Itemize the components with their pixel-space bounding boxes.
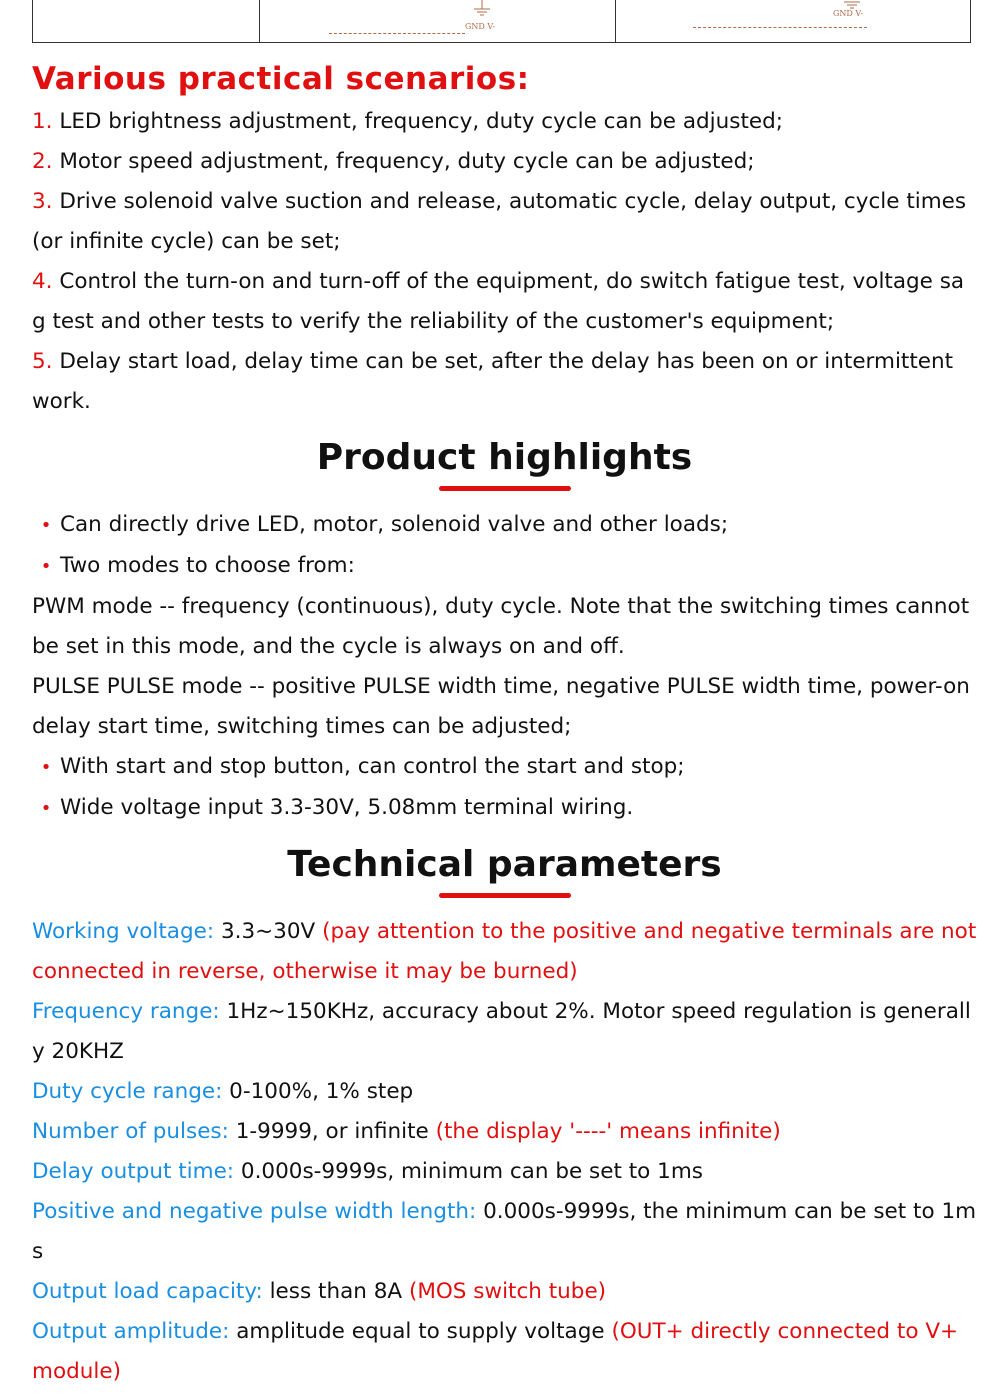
param-label: Positive and negative pulse width length: [32, 1199, 477, 1224]
list-item: 3. Drive solenoid valve suction and release, automatic cycle, delay output, cycle times (or infinite cycle) can be set; [32, 189, 967, 254]
param-label: Output load capacity: [32, 1279, 263, 1304]
param-label: Frequency range: [32, 999, 220, 1024]
param-label: Working voltage: [32, 919, 215, 944]
parameters-list [32, 912, 977, 1392]
param-row [32, 912, 977, 992]
title-underline [439, 893, 571, 898]
main-content [32, 56, 977, 1392]
param-label: Delay output time: [32, 1159, 235, 1184]
bullet-icon: • [40, 798, 52, 819]
dashed-wire [329, 33, 465, 34]
scenarios-title: Various practical scenarios: [32, 61, 530, 97]
param-row [32, 1272, 977, 1312]
param-label: Number of pulses: [32, 1119, 229, 1144]
list-item: 4. Control the turn-on and turn-off of the equipment, do switch fatigue test, voltage sag test and other tests to verify the reliability of the customer's equipment; [32, 269, 965, 334]
param-row [32, 1072, 977, 1112]
dashed-wire [693, 27, 867, 28]
param-note: (pay attention to the positive and negative terminals are not connected in reverse, otherwise it may be burned) [32, 919, 977, 984]
param-value: less than 8A [262, 1279, 409, 1304]
param-value: 0-100%, 1% step [222, 1079, 414, 1104]
bullet-icon: • [40, 757, 52, 778]
param-value: 3.3~30V [214, 919, 323, 944]
param-value: 0.000s-9999s, the minimum can be set to 1ms [32, 1199, 977, 1264]
param-note: (the display '----' means infinite) [435, 1119, 781, 1144]
list-item: • Can directly drive LED, motor, solenoid valve and other loads; [32, 505, 977, 546]
param-row [32, 1192, 977, 1272]
param-value: 1-9999, or infinite [228, 1119, 436, 1144]
bullet-icon: • [40, 556, 52, 577]
table-divider [615, 0, 616, 43]
gnd-label-right: GND V- [833, 9, 864, 18]
param-note: (OUT+ directly connected to V+ module) [32, 1319, 959, 1384]
param-value: 0.000s-9999s, minimum can be set to 1ms [234, 1159, 703, 1184]
param-row [32, 992, 977, 1072]
list-item: 1. LED brightness adjustment, frequency, duty cycle can be adjusted; [32, 109, 784, 134]
param-value: amplitude equal to supply voltage [229, 1319, 612, 1344]
param-note: (MOS switch tube) [408, 1279, 607, 1304]
param-label: Output amplitude: [32, 1319, 230, 1344]
list-item: • Two modes to choose from: [32, 546, 977, 587]
highlights-title: Product highlights [316, 437, 693, 478]
param-row [32, 1152, 977, 1192]
list-item: • With start and stop button, can control the start and stop; [32, 747, 977, 788]
table-divider [259, 0, 260, 43]
bullet-icon: • [40, 515, 52, 536]
param-row [32, 1112, 977, 1152]
parameters-title: Technical parameters [287, 844, 722, 885]
wiring-diagram-table [32, 0, 971, 43]
list-item: 2. Motor speed adjustment, frequency, duty cycle can be adjusted; [32, 149, 755, 174]
list-item: • Wide voltage input 3.3-30V, 5.08mm terminal wiring. [32, 788, 977, 829]
param-row [32, 1312, 977, 1392]
scenarios-list [32, 102, 977, 422]
pwm-mode-text: PWM mode -- frequency (continuous), duty cycle. Note that the switching times cannot be set in this mode, and the cycle is always on and off. [32, 594, 970, 659]
gnd-label-left: GND V- [465, 22, 496, 31]
title-underline [439, 486, 571, 491]
pulse-mode-text: PULSE PULSE mode -- positive PULSE width time, negative PULSE width time, power-on delay start time, switching times can be adjusted; [32, 674, 970, 739]
param-value: 1Hz~150KHz, accuracy about 2%. Motor speed regulation is generally 20KHZ [32, 999, 971, 1064]
list-item: 5. Delay start load, delay time can be set, after the delay has been on or intermittent work. [32, 349, 954, 414]
ground-symbol-icon [471, 0, 493, 22]
param-label: Duty cycle range: [32, 1079, 223, 1104]
